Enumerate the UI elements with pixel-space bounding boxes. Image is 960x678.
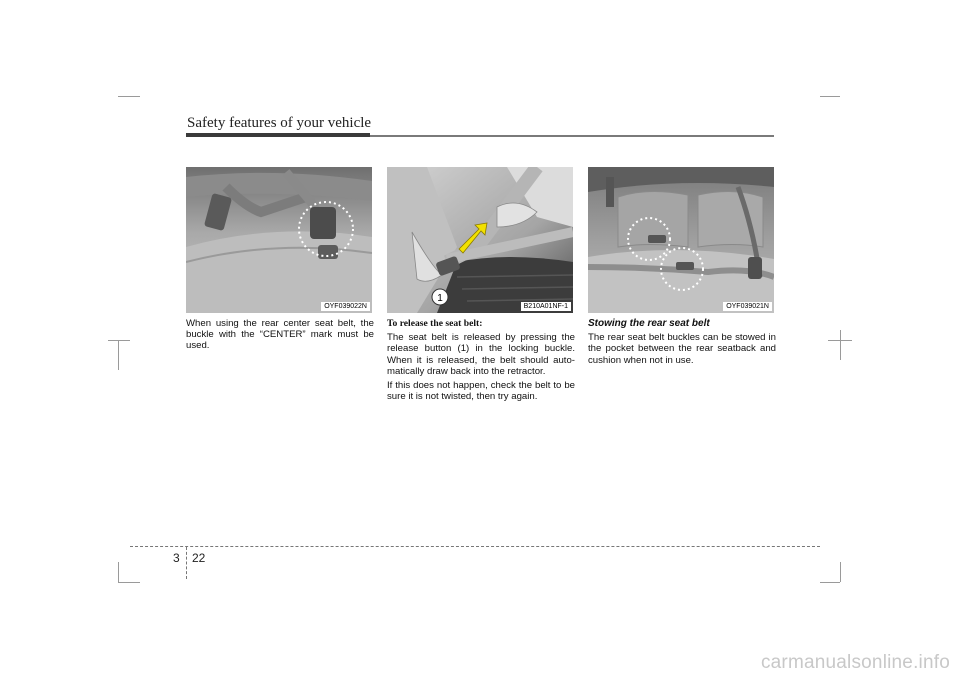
release-belt-illustration — [387, 167, 573, 313]
column-right — [588, 318, 776, 369]
figure-code: OYF039021N — [723, 302, 772, 311]
crop-mark — [840, 330, 841, 360]
crop-mark — [108, 340, 130, 341]
figure-code: B210A01NF-1 — [521, 302, 571, 311]
center-buckle-illustration — [186, 167, 372, 313]
stowing-subheading: Stowing the rear seat belt — [588, 318, 710, 329]
chapter-number: 3 — [173, 551, 180, 565]
crop-mark — [118, 562, 119, 582]
release-paragraph-1: The seat belt is released by pressing the release button (1) in the locking buckle. When it is released, the belt should auto-matically draw back into the retractor. — [387, 332, 575, 377]
release-subheading: To release the seat belt: — [387, 318, 483, 329]
center-buckle-text: When using the rear center seat belt, the buckle with the “CENTER” mark must be used. — [186, 318, 374, 352]
column-left — [186, 318, 374, 355]
header-rule-dark — [186, 133, 370, 137]
crop-mark — [118, 96, 140, 97]
release-button-callout: 1 — [437, 293, 443, 304]
figure-center-buckle — [186, 167, 372, 313]
crop-mark — [118, 340, 119, 370]
crop-mark — [840, 562, 841, 582]
crop-mark — [820, 96, 840, 97]
page-number: 22 — [192, 551, 206, 565]
figure-stowing-belt — [588, 167, 774, 313]
stowing-belt-illustration — [588, 167, 774, 313]
header-rule-line — [370, 135, 774, 137]
figure-release-belt — [387, 167, 573, 313]
section-title: Safety features of your vehicle — [187, 115, 372, 131]
watermark: carmanualsonline.info — [760, 652, 950, 673]
release-paragraph-2: If this does not happen, check the belt to be sure it is not twisted, then try again. — [387, 380, 575, 403]
figure-code: OYF039022N — [321, 302, 370, 311]
stowing-text: The rear seat belt buckles can be stowed in the pocket between the rear seatback and cushion when not in use. — [588, 332, 776, 366]
crop-mark — [828, 340, 852, 341]
crop-mark — [820, 582, 840, 583]
crop-mark — [118, 582, 140, 583]
footer-divider — [186, 547, 187, 579]
column-middle — [387, 318, 575, 405]
footer-rule — [130, 546, 820, 547]
